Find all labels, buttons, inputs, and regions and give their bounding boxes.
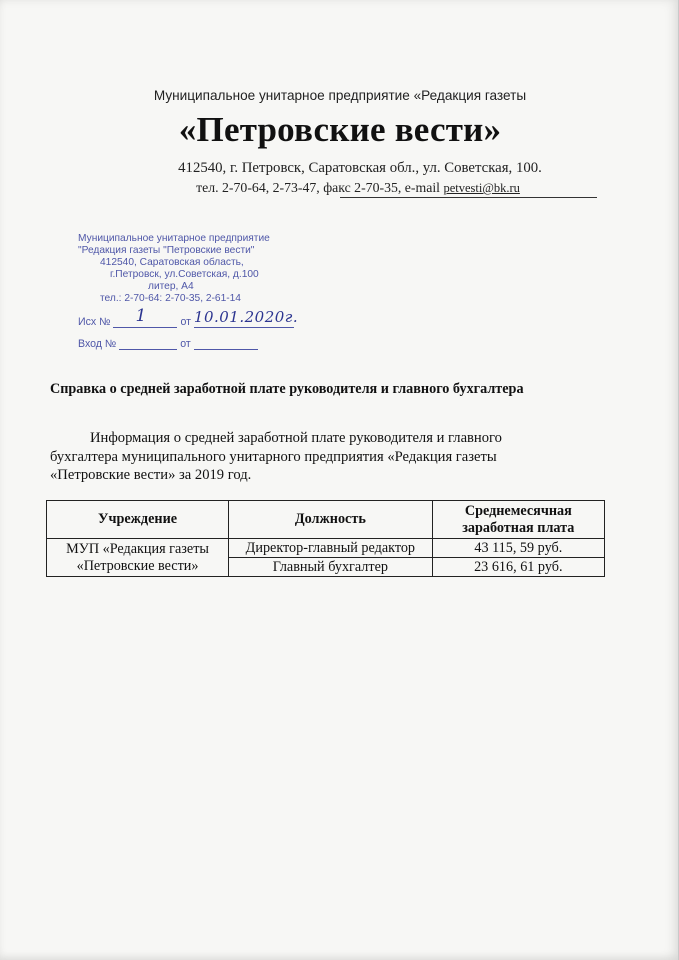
table-header-salary: Среднемесячная заработная плата (432, 501, 604, 539)
incoming-registration (78, 338, 258, 350)
letterhead-divider (340, 197, 597, 198)
incoming-number-label: Вход № (78, 338, 117, 350)
body-line-2: бухгалтера муниципального унитарного предприятия «Редакция газеты (50, 448, 497, 465)
stamp-line-3: 412540, Саратовская область, (100, 257, 244, 268)
stamp-line-6: тел.: 2-70-64: 2-70-35, 2-61-14 (100, 293, 241, 304)
table-cell-salary: 23 616, 61 руб. (432, 558, 604, 577)
document-body (50, 429, 590, 485)
body-line-1: Информация о средней заработной плате руководителя и главного (90, 430, 502, 446)
outgoing-date-blank (193, 308, 299, 328)
outgoing-registration (78, 306, 299, 328)
outgoing-date-handwritten: 10.01.2020г. (193, 308, 299, 326)
body-line-3: «Петровские вести» за 2019 год. (50, 467, 252, 483)
institution-line-2: «Петровские вести» (76, 557, 199, 574)
institution-line-1: МУП «Редакция газеты (66, 540, 209, 557)
incoming-from-label: от (180, 338, 191, 350)
stamp-line-5: литер, А4 (148, 281, 194, 292)
letterhead-email: petvesti@bk.ru (443, 181, 520, 195)
outgoing-number-handwritten: 1 (135, 306, 147, 326)
incoming-number-blank (119, 338, 177, 350)
table-cell-position: Директор-главный редактор (229, 539, 433, 558)
letterhead-phones: тел. 2-70-64, 2-73-47, факс 2-70-35, e-mail (196, 180, 441, 195)
registration-stamp (70, 233, 310, 305)
document-heading: Справка о средней заработной плате руководителя и главного бухгалтера (50, 381, 524, 397)
stamp-line-1: Муниципальное унитарное предприятие (78, 233, 270, 244)
outgoing-number-label: Исх № (78, 316, 111, 328)
outgoing-number-blank (113, 306, 177, 328)
table-header-institution: Учреждение (47, 501, 229, 539)
stamp-line-4: г.Петровск, ул.Советская, д.100 (110, 269, 259, 280)
table-cell-salary: 43 115, 59 руб. (432, 539, 604, 558)
table-header-position: Должность (229, 501, 433, 539)
table-header-row (47, 501, 605, 539)
stamp-line-2: "Редакция газеты "Петровские вести" (78, 245, 255, 256)
salary-table (46, 500, 605, 577)
letterhead-paper-name: «Петровские вести» (178, 110, 502, 149)
outgoing-from-label: от (180, 316, 191, 328)
letterhead-org-title: Муниципальное унитарное предприятие «Редакция газеты (153, 88, 527, 103)
table-cell-institution (47, 539, 229, 577)
letterhead-contacts (118, 180, 598, 196)
table-cell-position: Главный бухгалтер (229, 558, 433, 577)
letterhead-address: 412540, г. Петровск, Саратовская обл., ул. Советская, 100. (178, 160, 542, 176)
table-row (47, 539, 605, 558)
incoming-date-blank (194, 338, 258, 350)
